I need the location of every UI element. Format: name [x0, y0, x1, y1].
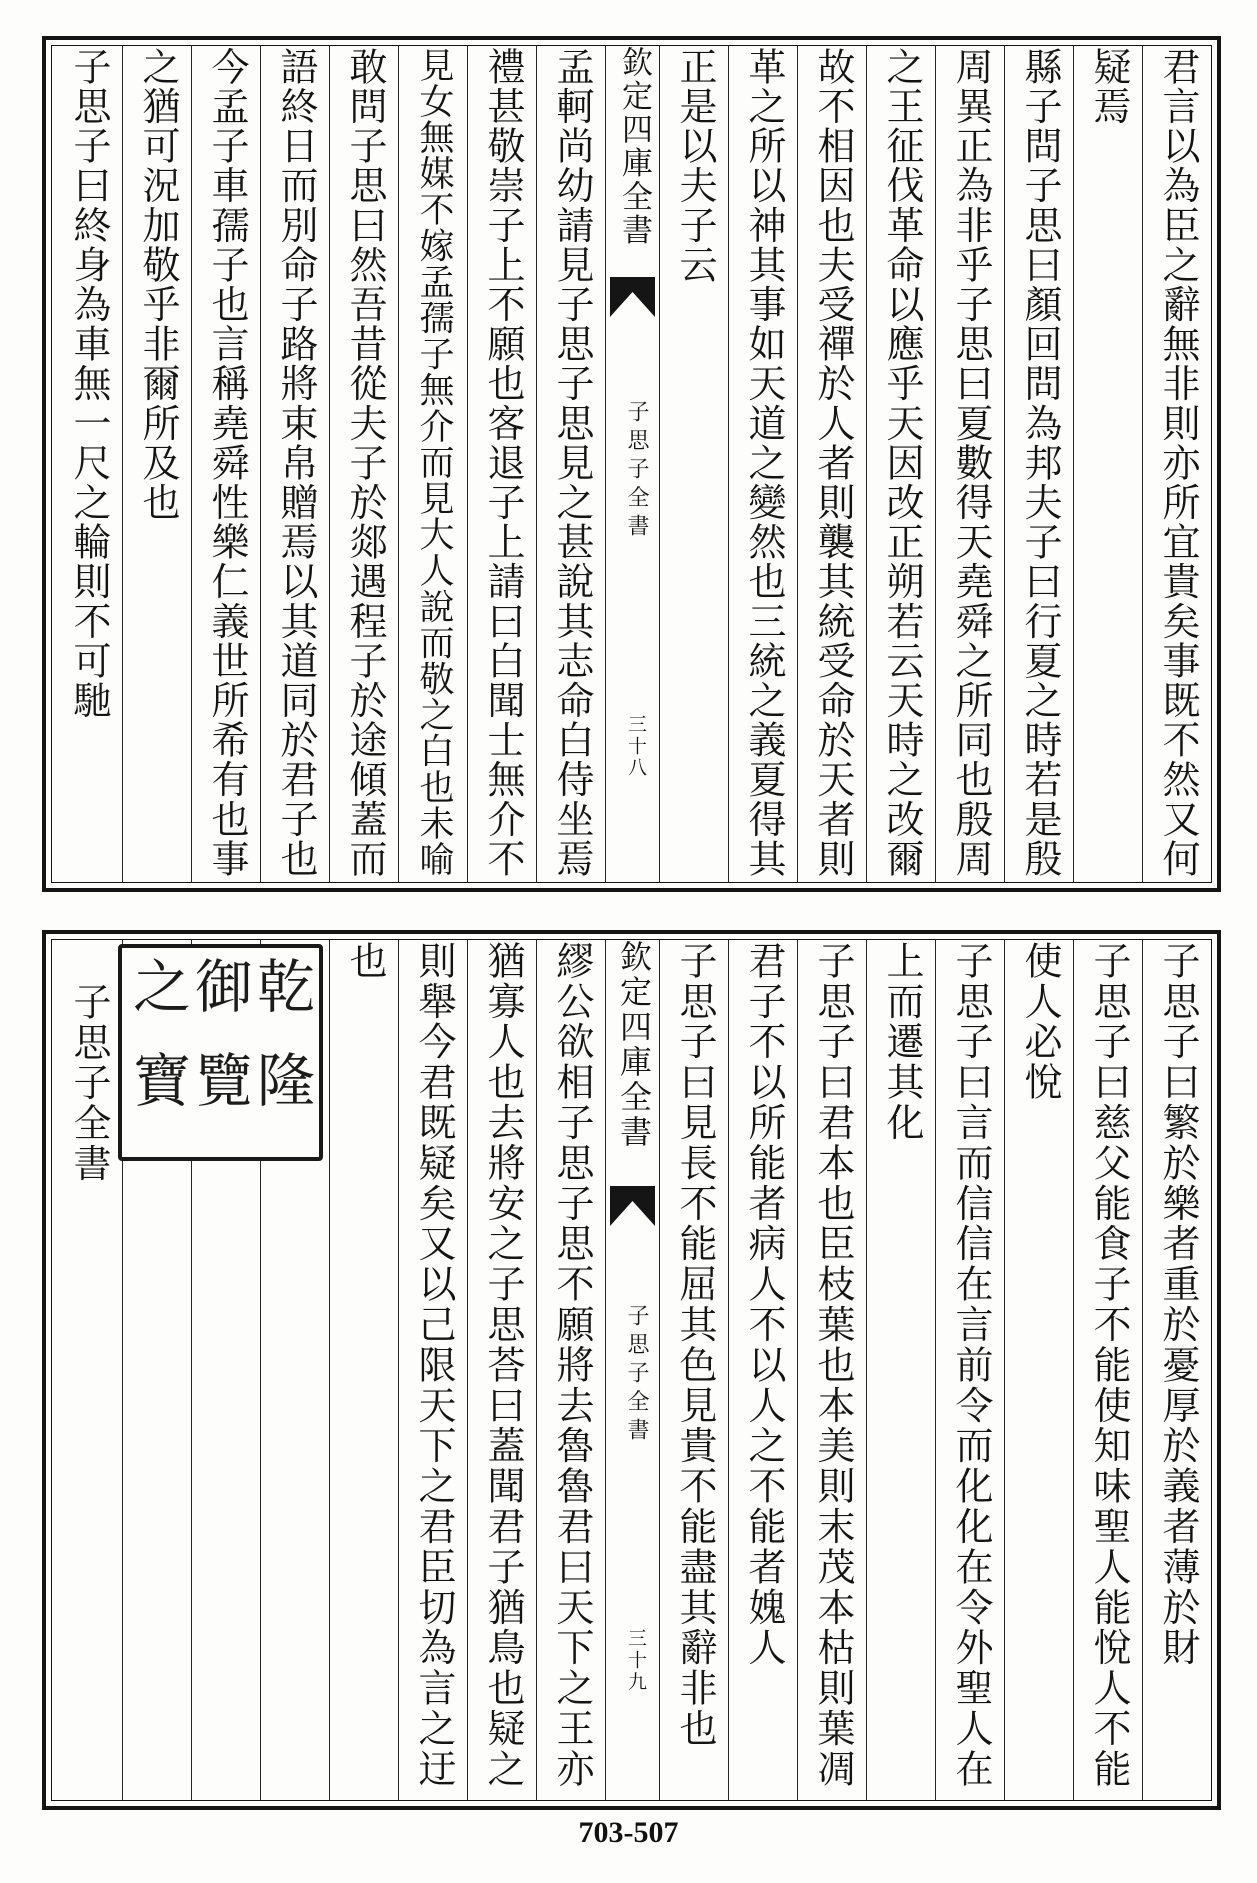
banxin-series-title: 欽定四庫全書: [615, 940, 653, 1150]
banxin-center-column: [605, 940, 659, 1800]
text-column: 上而遷其化: [866, 940, 935, 1800]
seal-lettering: 乾隆御覽之寶: [123, 956, 315, 1144]
leaf-number: 三十九: [625, 1628, 647, 1694]
banxin-series-title: 欽定四庫全書: [616, 46, 652, 247]
text-column: 敢問子思曰然吾昔從夫子於郯遇程子於途傾蓋而: [329, 46, 398, 882]
text-column: 子思子曰言而信信在言前令而化化在令外聖人在: [935, 940, 1004, 1800]
banxin-book-title: 子思子全書: [624, 400, 649, 543]
text-column: 君言以為臣之辭無非則亦所宜貴矣事既不然又何: [1142, 46, 1211, 882]
text-column: 縣子問子思曰顏回問為邦夫子曰行夏之時若是殷: [1004, 46, 1073, 882]
leaf-number: 三十八: [625, 714, 647, 780]
text-column: 子思子曰終身為車無一尺之輪則不可馳: [67, 47, 111, 721]
text-column: 語終日而別命子路將束帛贈焉以其道同於君子也: [260, 46, 329, 882]
text-column: 子思子曰繁於樂者重於憂厚於義者薄於財: [1142, 940, 1211, 1800]
text-column: 猶寡人也去將安之子思荅曰蓋聞君子猶鳥也疑之: [467, 940, 536, 1800]
banxin-book-title: 子思子全書: [624, 1304, 649, 1447]
text-column: 禮甚敬崇子上不願也客退子上請曰白聞士無介不: [467, 46, 536, 882]
end-title-column: 子思子全書: [67, 982, 111, 1184]
text-column: 周異正為非乎子思曰夏數得天堯舜之所同也殷周: [935, 46, 1004, 882]
text-column: 繆公欲相子思子思不願將去魯魯君曰天下之王亦: [536, 940, 605, 1800]
ruled-frame: [51, 45, 1212, 883]
text-column: 革之所以神其事如天道之變然也三統之義夏得其: [728, 46, 797, 882]
text-column: 則舉今君既疑矣又以己限天下之君臣切為言之迂: [398, 940, 467, 1800]
text-column: 子思子曰君本也臣枝葉也本美則末茂本枯則葉凋: [797, 940, 866, 1800]
text-column: 故不相因也夫受禪於人者則襲其統受命於天者則: [797, 46, 866, 882]
banxin-center-column: [605, 46, 659, 882]
text-column: 見女無媒不嫁孟孺子無介而見大人說而敬之白也未喻: [398, 46, 467, 882]
text-column: 之王征伐革命以應乎天因改正朔若云天時之改爾: [866, 46, 935, 882]
text-column: 之猶可況加敬乎非爾所及也: [122, 46, 191, 882]
text-column: 使人必悅: [1004, 940, 1073, 1800]
text-column: 正是以夫子云: [659, 46, 728, 882]
text-column: 也: [329, 940, 398, 1800]
imperial-seal: [118, 944, 323, 1161]
page-panel-top: [42, 36, 1221, 892]
text-column: 今孟子車孺子也言稱堯舜性樂仁義世所希有也事: [191, 46, 260, 882]
text-column: 疑焉: [1073, 46, 1142, 882]
fish-tail-mark: [610, 1186, 655, 1226]
text-column: 子思子曰慈父能食子不能使知味聖人能悅人不能: [1073, 940, 1142, 1800]
text-column: 君子不以所能者病人不以人之不能者媿人: [728, 940, 797, 1800]
page-code: 703-507: [578, 1816, 679, 1849]
fish-tail-mark: [610, 277, 655, 317]
text-column: 子思子曰見長不能屈其色見貴不能盡其辭非也: [659, 940, 728, 1800]
text-column: 孟軻尚幼請見子思子思見之甚說其志命白侍坐焉: [536, 46, 605, 882]
